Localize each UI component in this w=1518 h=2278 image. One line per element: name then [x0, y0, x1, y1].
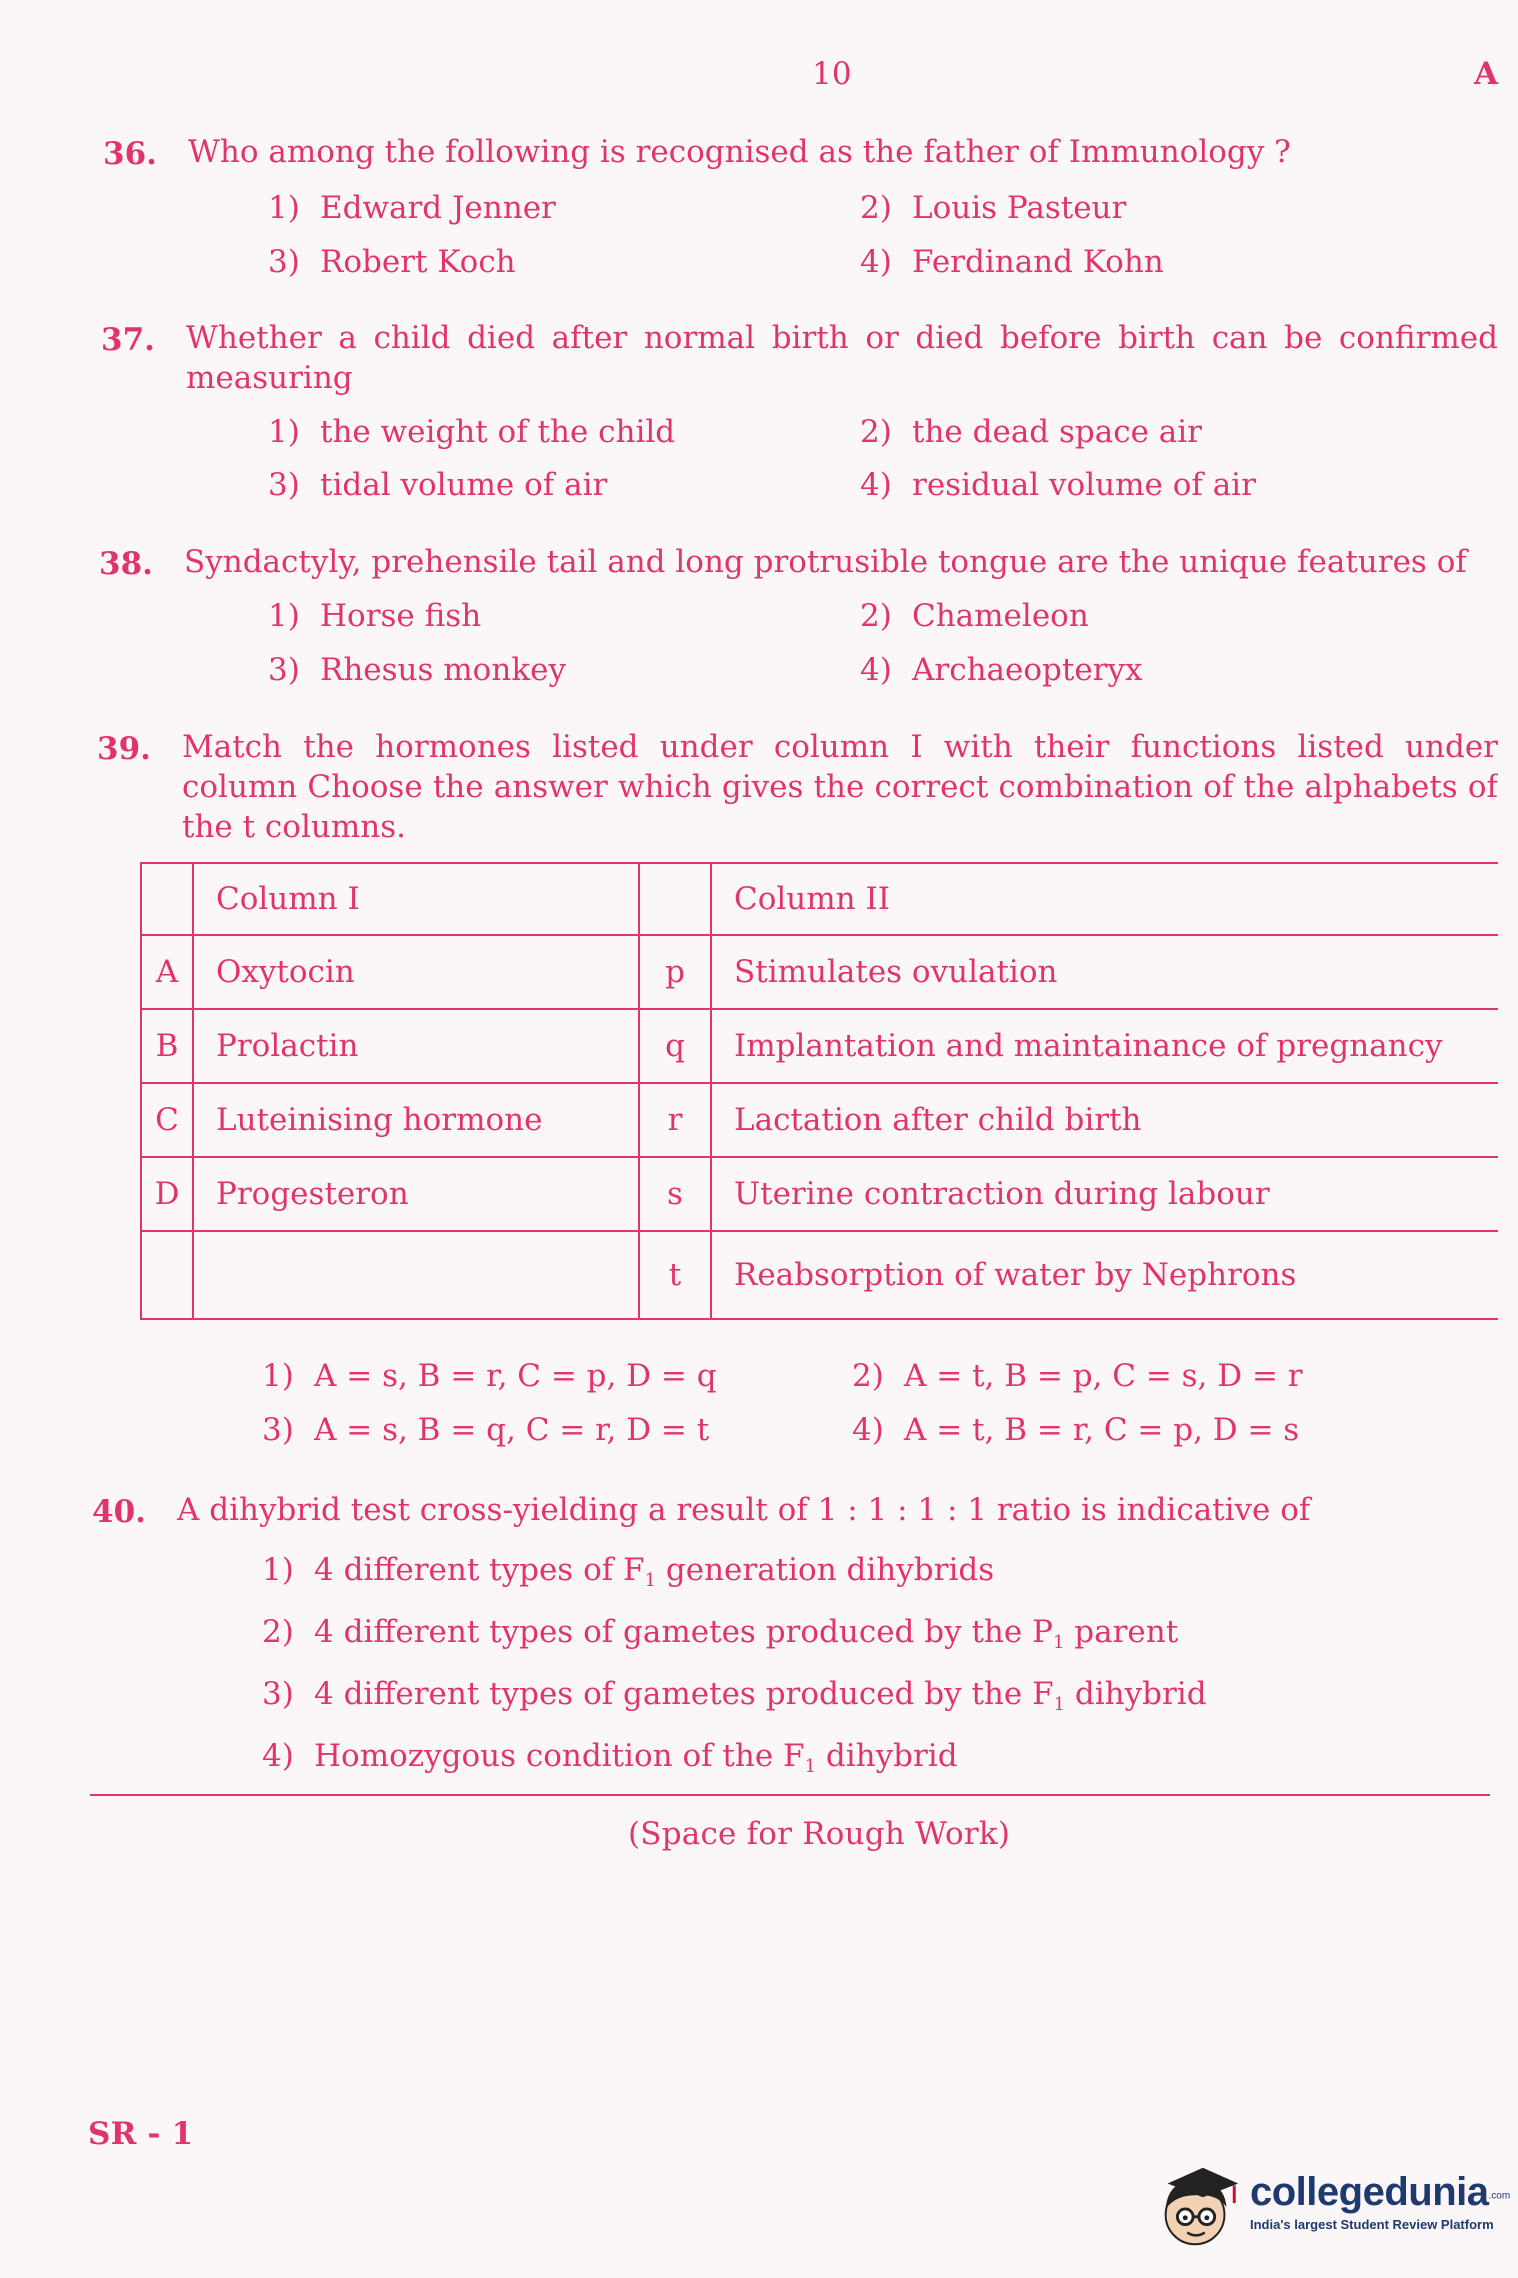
logo-tagline: India's largest Student Review Platform	[1250, 2217, 1494, 2232]
option-2: 2) 4 different types of gametes produced by the $P_1$ parent	[262, 1614, 1179, 1653]
page-number: 10	[812, 56, 852, 92]
question-text: Match the hormones listed under column I with their functions listed under column Choose the answer which gives the correct combination of the alphabets of the t columns.	[182, 729, 1498, 845]
match-table	[140, 862, 1498, 1320]
question-number: 39.	[97, 731, 151, 767]
option-2: 2) the dead space air	[860, 414, 1203, 450]
option-3: 3) A = s, B = q, C = r, D = t	[262, 1412, 710, 1448]
option-4: 4) A = t, B = r, C = p, D = s	[852, 1412, 1300, 1448]
question-text: Syndactyly, prehensile tail and long protrusible tongue are the unique features of	[184, 544, 1467, 580]
question-text: A dihybrid test cross-yielding a result of 1 : 1 : 1 : 1 ratio is indicative of	[177, 1492, 1311, 1528]
option-3: 3) tidal volume of air	[268, 467, 608, 503]
student-mascot-icon	[1148, 2158, 1246, 2256]
option-2: 2) A = t, B = p, C = s, D = r	[852, 1358, 1303, 1394]
option-1: 1) Edward Jenner	[268, 190, 556, 226]
divider-rule	[90, 1794, 1490, 1796]
question-text: Whether a child died after normal birth or died before birth can be confirmed measuring	[186, 320, 1498, 396]
option-3: 3) Rhesus monkey	[268, 652, 566, 688]
logo-suffix: .com	[1488, 2190, 1511, 2202]
table-row: B Prolactin q Implantation and maintainance of pregnancy	[141, 1009, 1498, 1083]
column-ii-header: Column II	[711, 863, 1498, 935]
option-4: 4) Ferdinand Kohn	[860, 244, 1164, 280]
option-1: 1) Horse fish	[268, 598, 482, 634]
booklet-series: A	[1474, 56, 1499, 92]
logo-name: collegedunia	[1250, 2170, 1489, 2214]
option-3: 3) Robert Koch	[268, 244, 516, 280]
option-4: 4) residual volume of air	[860, 467, 1256, 503]
option-2: 2) Louis Pasteur	[860, 190, 1127, 226]
question-number: 36.	[103, 136, 157, 172]
question-number: 38.	[99, 546, 153, 582]
option-4: 4) Archaeopteryx	[860, 652, 1143, 688]
option-3: 3) 4 different types of gametes produced by the $F_1$ dihybrid	[262, 1676, 1207, 1715]
option-1: 1) 4 different types of $F_1$ generation dihybrids	[262, 1552, 995, 1591]
table-header-row	[141, 863, 1498, 935]
column-i-header: Column I	[193, 863, 639, 935]
question-number: 37.	[101, 322, 155, 358]
option-4: 4) Homozygous condition of the $F_1$ dihybrid	[262, 1738, 958, 1777]
option-1: 1) A = s, B = r, C = p, D = q	[262, 1358, 717, 1394]
question-number: 40.	[92, 1494, 146, 1530]
option-1: 1) the weight of the child	[268, 414, 676, 450]
table-row: C Luteinising hormone r Lactation after child birth	[141, 1083, 1498, 1157]
rough-work-label: (Space for Rough Work)	[628, 1816, 1011, 1852]
footer-code: SR - 1	[88, 2116, 194, 2152]
table-row: D Progesteron s Uterine contraction during labour	[141, 1157, 1498, 1231]
table-row: A Oxytocin p Stimulates ovulation	[141, 935, 1498, 1009]
question-text: Who among the following is recognised as the father of Immunology ?	[188, 134, 1291, 170]
option-2: 2) Chameleon	[860, 598, 1089, 634]
table-row: t Reabsorption of water by Nephrons	[141, 1231, 1498, 1319]
collegedunia-logo	[1250, 2170, 1510, 2232]
